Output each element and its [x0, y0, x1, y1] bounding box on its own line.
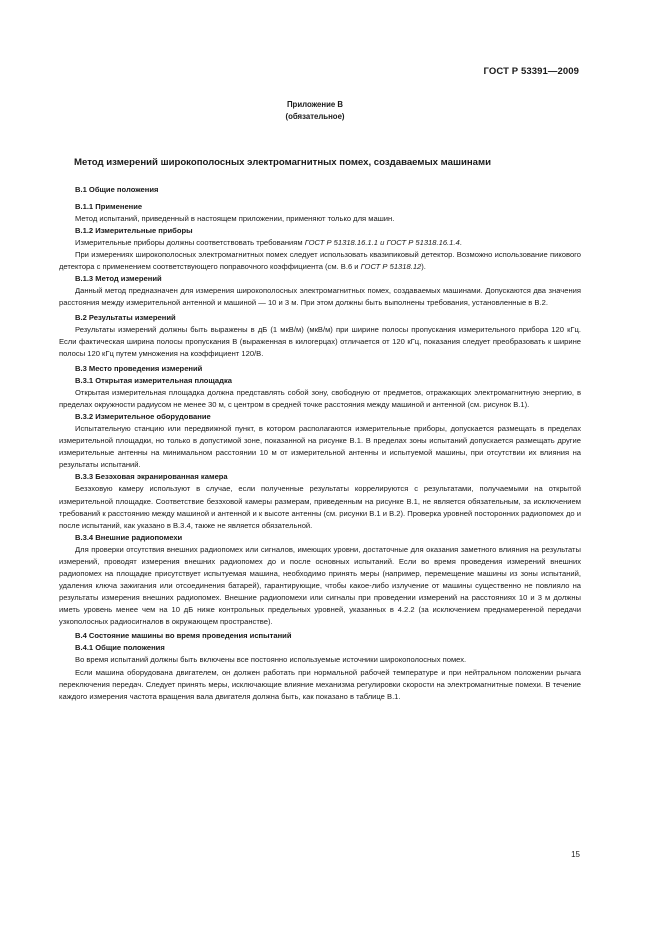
paragraph-b3-3: Безэховую камеру используют в случае, если полученные результаты коррелируются с результатами, получаемыми на открытой измерительной площадке. Соответствие безэховой камеры размерам, приведенным на рисунке В.1, не является обязательным, за исключением требований к расстоянию между машиной и антенной и к высоте антенны (см. рисунки В.1 и В.2). Проверка уровней посторонних радиопомех до и после испытаний, как указано в В.3.4, также не является обязательной. — [59, 484, 581, 530]
standard-reference: ГОСТ Р 51318.16.1.1 — [304, 238, 378, 248]
section-heading-b1: В.1 Общие положения — [75, 185, 159, 194]
paragraph-b3-1: Открытая измерительная площадка должна представлять собой зону, свободную от предметов, отражающих электромагнитную энергию, в пределах окружности радиусом не менее 30 м, с центром в средней точке расстояния между машиной и антенной (см. рисунок В.1). — [59, 387, 581, 409]
appendix-title: Приложение В — [286, 100, 344, 109]
section-heading-b1-3: В.1.3 Метод измерений — [75, 274, 162, 284]
text-run: ). — [421, 262, 426, 272]
main-title: Метод измерений широкополосных электромагнитных помех, создаваемых машинами — [74, 157, 491, 168]
page-number: 15 — [571, 850, 580, 859]
document-body — [59, 184, 581, 703]
section-heading-b1-1: В.1.1 Применение — [75, 202, 143, 211]
section-heading-b1-2: В.1.2 Измерительные приборы — [75, 226, 193, 236]
paragraph-b4-1-engine: Если машина оборудована двигателем, он должен работать при нормальной рабочей температуре и при нейтральном положении рычага переключения передач. Следует принять меры, исключающие влияние механизма регулировки скорости на электромагнитные помехи. В течение каждого измерения частота вращения вала двигателя должна быть, как показано в таблице В.1. — [59, 667, 581, 701]
text-run: и — [377, 238, 387, 248]
section-heading-b3-2: В.3.2 Измерительное оборудование — [75, 412, 211, 422]
standard-reference: ГОСТ Р 51318.12 — [360, 262, 422, 272]
paragraph-b1-1: Метод испытаний, приведенный в настоящем приложении, применяют только для машин. — [75, 214, 395, 223]
section-heading-b2: В.2 Результаты измерений — [75, 312, 176, 322]
appendix-status: (обязательное) — [285, 112, 345, 121]
text-run: Измерительные приборы должны соответствовать требованиям — [75, 238, 305, 248]
section-heading-b4-1: В.4.1 Общие положения — [75, 643, 165, 653]
paragraph-b1-3: Данный метод предназначен для измерения широкополосных электромагнитных помех, создаваемых машинами. Допускаются два значения расстояния между измерительной антенной и машиной — 10 и 3 м. При этом должны быть выполнены требования, установленные в В.2. — [59, 286, 581, 308]
standard-designation: ГОСТ Р 53391—2009 — [483, 66, 579, 77]
appendix-heading — [0, 99, 630, 123]
paragraph-b2: Результаты измерений должны быть выражены в дБ (1 мкВ/м) (мкВ/м) при ширине полосы пропускания измерительного прибора 120 кГц. Если фактическая ширина полосы пропускания В (выраженная в килогерцах) отличается от 120 кГц, показания следует преобразовать к ширине полосы 120 кГц путем умножения на коэффициент 120/В. — [59, 324, 581, 358]
text-run: . — [459, 238, 462, 248]
paragraph-b3-2: Испытательную станцию или передвижной пункт, в котором располагаются измерительные приборы, допускается размещать в пределах измерительной площадки, но только в допустимой зоне, показанной на рисунке В.1. В пределах зоны испытаний допускается размещать другие измерительные антенны на минимальном расстоянии 10 м от измерительной антенны и испытуемой машины, при отсутствии их влияния на результаты испытаний. — [59, 424, 581, 470]
paragraph-b1-2-instruments — [59, 237, 581, 249]
section-heading-b3-1: В.3.1 Открытая измерительная площадка — [75, 375, 232, 385]
section-heading-b3-3: В.3.3 Безэховая экранированная камера — [75, 472, 228, 482]
section-heading-b3: В.3 Место проведения измерений — [75, 363, 203, 373]
section-heading-b4: В.4 Состояние машины во время проведения испытаний — [75, 631, 292, 641]
text-run: При измерениях широкополосных электромагнитных помех следует использовать квазипиковый детектор. Возможно использование пикового детектора с применением соответствующего поправочного коэффициента (см. В.6 и — [59, 250, 581, 272]
paragraph-b1-2-detector — [59, 249, 581, 273]
standard-reference: ГОСТ Р 51318.16.1.4 — [386, 238, 460, 248]
section-heading-b3-4: В.3.4 Внешние радиопомехи — [75, 532, 183, 542]
paragraph-b3-4: Для проверки отсутствия внешних радиопомех или сигналов, имеющих уровни, достаточные для оказания заметного влияния на результаты измерений, проводят измерения внешних радиопомех до и после основных испытаний. Если во время проведения измерений внешних радиопомех на площадке присутствует испытуемая машина, необходимо принять меры (например, перемещение машины из зоны испытаний, удаления ключа зажигания или отсоединения батарей), гарантирующие, чтобы какое-либо излучение от машины существенно не повлияло на результаты измерения внешних радиопомех. Внешние радиопомехи или сигналы при проведении измерений на расстояниях 10 и 3 м должны иметь уровень менее чем на 10 дБ ниже контрольных предельных уровней, указанных в 4.2.2 (за исключением преднамеренной передачи узкополосных радиосигналов в окружающем пространстве). — [59, 544, 581, 627]
paragraph-b4-1-sources: Во время испытаний должны быть включены все постоянно используемые источники широкополосных помех. — [75, 655, 467, 665]
